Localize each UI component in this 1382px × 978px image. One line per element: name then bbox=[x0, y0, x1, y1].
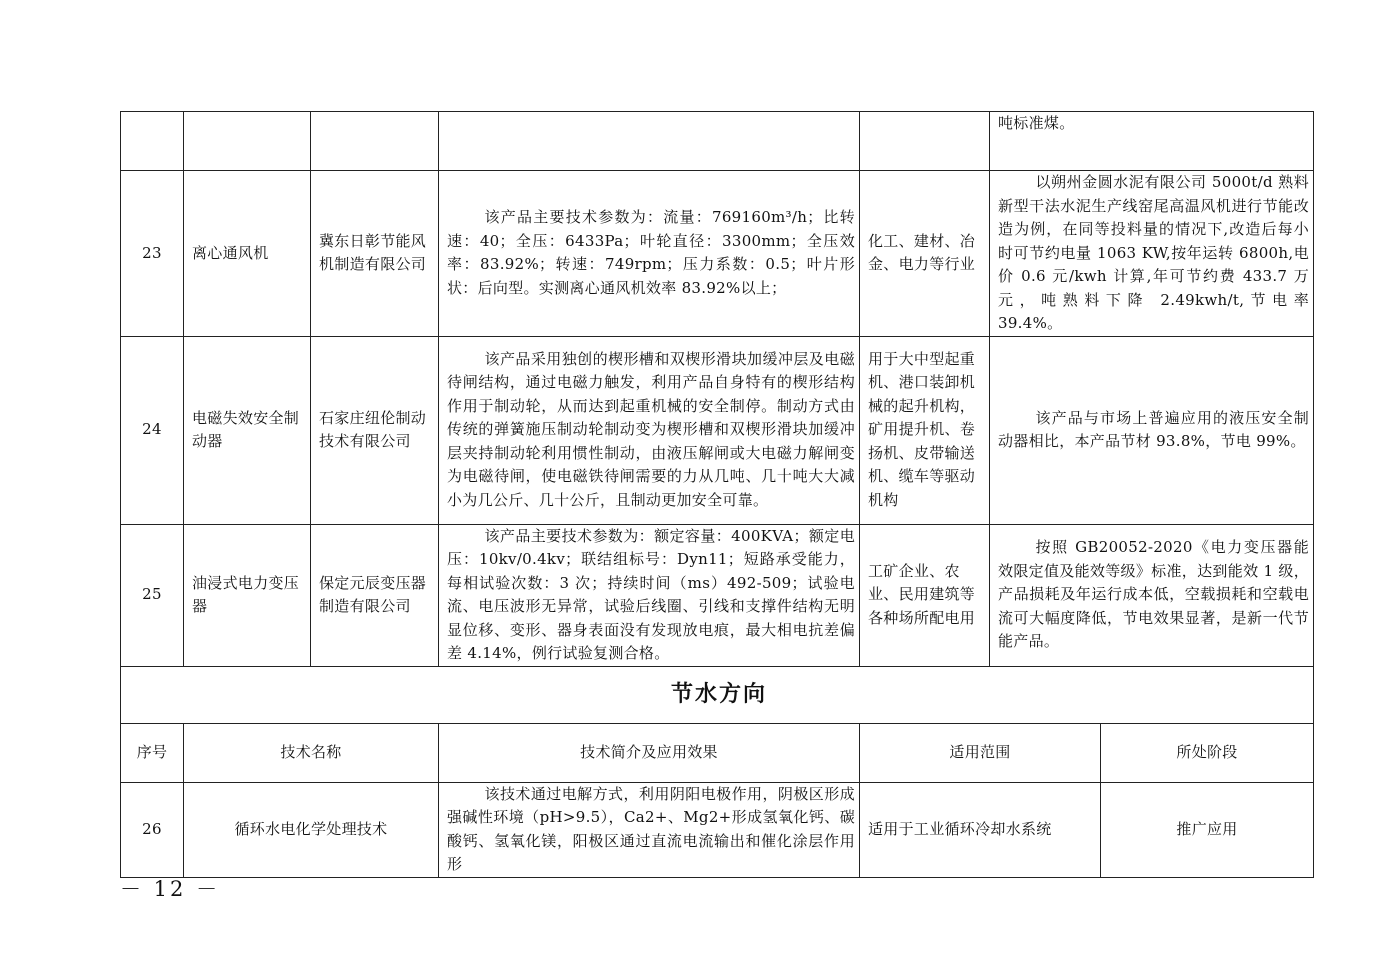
table-row bbox=[121, 112, 1314, 171]
header-intro: 技术简介及应用效果 bbox=[439, 723, 860, 782]
company-name: 冀东日彰节能风机制造有限公司 bbox=[311, 171, 439, 337]
stage: 推广应用 bbox=[1101, 782, 1314, 877]
energy-benefit: 该产品与市场上普遍应用的液压安全制动器相比，本产品节材 93.8%，节电 99%。 bbox=[990, 336, 1314, 524]
tech-name: 油浸式电力变压器 bbox=[184, 524, 311, 666]
tech-intro: 该产品主要技术参数为：额定容量：400KVA；额定电压：10kv/0.4kv；联结组标号：Dyn11；短路承受能力，每相试验次数：3 次；持续时间（ms）492-509；试验电流、电压波形无异常，试验后线圈、引线和支撑件结构无明显位移、变形、器身表面没有发现放电痕，最大相电抗差偏差 4.14%，例行试验复测合格。 bbox=[439, 524, 860, 666]
table-row bbox=[121, 171, 1314, 337]
company-name: 石家庄纽伦制动技术有限公司 bbox=[311, 336, 439, 524]
tech-name: 电磁失效安全制动器 bbox=[184, 336, 311, 524]
row-number: 26 bbox=[121, 782, 184, 877]
header-scope: 适用范围 bbox=[860, 723, 1101, 782]
table-row bbox=[121, 782, 1314, 877]
section-row bbox=[121, 666, 1314, 723]
tech-name: 离心通风机 bbox=[184, 171, 311, 337]
tech-intro: 该技术通过电解方式，利用阴阳电极作用，阴极区形成强碱性环境（pH>9.5），Ca2+、Mg2+形成氢氧化钙、碳酸钙、氢氧化镁，阳极区通过直流电流输出和催化涂层作用形 bbox=[439, 782, 860, 877]
tech-intro: 该产品主要技术参数为：流量：769160m³/h；比转速：40；全压：6433Pa；叶轮直径：3300mm；全压效率：83.92%；转速：749rpm；压力系数：0.5；叶片形状：后向型。实测离心通风机效率 83.92%以上； bbox=[439, 171, 860, 337]
energy-benefit: 以朔州金圆水泥有限公司 5000t/d 熟料新型干法水泥生产线窑尾高温风机进行节能改造为例，在同等投料量的情况下,改造后每小时可节约电量 1063 KW,按年运转 6800h,电价 0.6 元/kwh 计算,年可节约费 433.7 万元，吨熟料下降 2.49kwh/t,节电率 39.4%。 bbox=[990, 171, 1314, 337]
name-cell bbox=[184, 112, 311, 171]
row-number: 24 bbox=[121, 336, 184, 524]
table-row bbox=[121, 524, 1314, 666]
section-title: 节水方向 bbox=[121, 666, 1314, 723]
scope-cell bbox=[860, 112, 990, 171]
tech-name: 循环水电化学处理技术 bbox=[184, 782, 439, 877]
applicable-scope: 用于大中型起重机、港口装卸机械的起升机构，矿用提升机、卷扬机、皮带输送机、缆车等驱动机构 bbox=[860, 336, 990, 524]
technology-table bbox=[120, 111, 1313, 878]
row-number: 23 bbox=[121, 171, 184, 337]
header-no: 序号 bbox=[121, 723, 184, 782]
no-cell bbox=[121, 112, 184, 171]
page-number: － 12 － bbox=[120, 877, 221, 901]
header-name: 技术名称 bbox=[184, 723, 439, 782]
header-row bbox=[121, 723, 1314, 782]
applicable-scope: 化工、建材、冶金、电力等行业 bbox=[860, 171, 990, 337]
tech-intro: 该产品采用独创的楔形槽和双楔形滑块加缓冲层及电磁待闸结构，通过电磁力触发，利用产品自身特有的楔形结构作用于制动轮，从而达到起重机械的安全制停。制动方式由传统的弹簧施压制动轮制动变为楔形槽和双楔形滑块加缓冲层夹持制动轮利用惯性制动，由液压解闸或大电磁力解闸变为电磁待闸，使电磁铁待闸需要的力从几吨、几十吨大大减小为几公斤、几十公斤，且制动更加安全可靠。 bbox=[439, 336, 860, 524]
applicable-scope: 工矿企业、农业、民用建筑等各种场所配电用 bbox=[860, 524, 990, 666]
row-number: 25 bbox=[121, 524, 184, 666]
benefit-cell: 吨标准煤。 bbox=[990, 112, 1314, 171]
company-cell bbox=[311, 112, 439, 171]
energy-benefit: 按照 GB20052-2020《电力变压器能效限定值及能效等级》标准，达到能效 1 级，产品损耗及年运行成本低，空载损耗和空载电流可大幅度降低，节电效果显著，是新一代节能产品。 bbox=[990, 524, 1314, 666]
company-name: 保定元辰变压器制造有限公司 bbox=[311, 524, 439, 666]
table-row bbox=[121, 336, 1314, 524]
applicable-scope: 适用于工业循环冷却水系统 bbox=[860, 782, 1101, 877]
intro-cell bbox=[439, 112, 860, 171]
header-stage: 所处阶段 bbox=[1101, 723, 1314, 782]
